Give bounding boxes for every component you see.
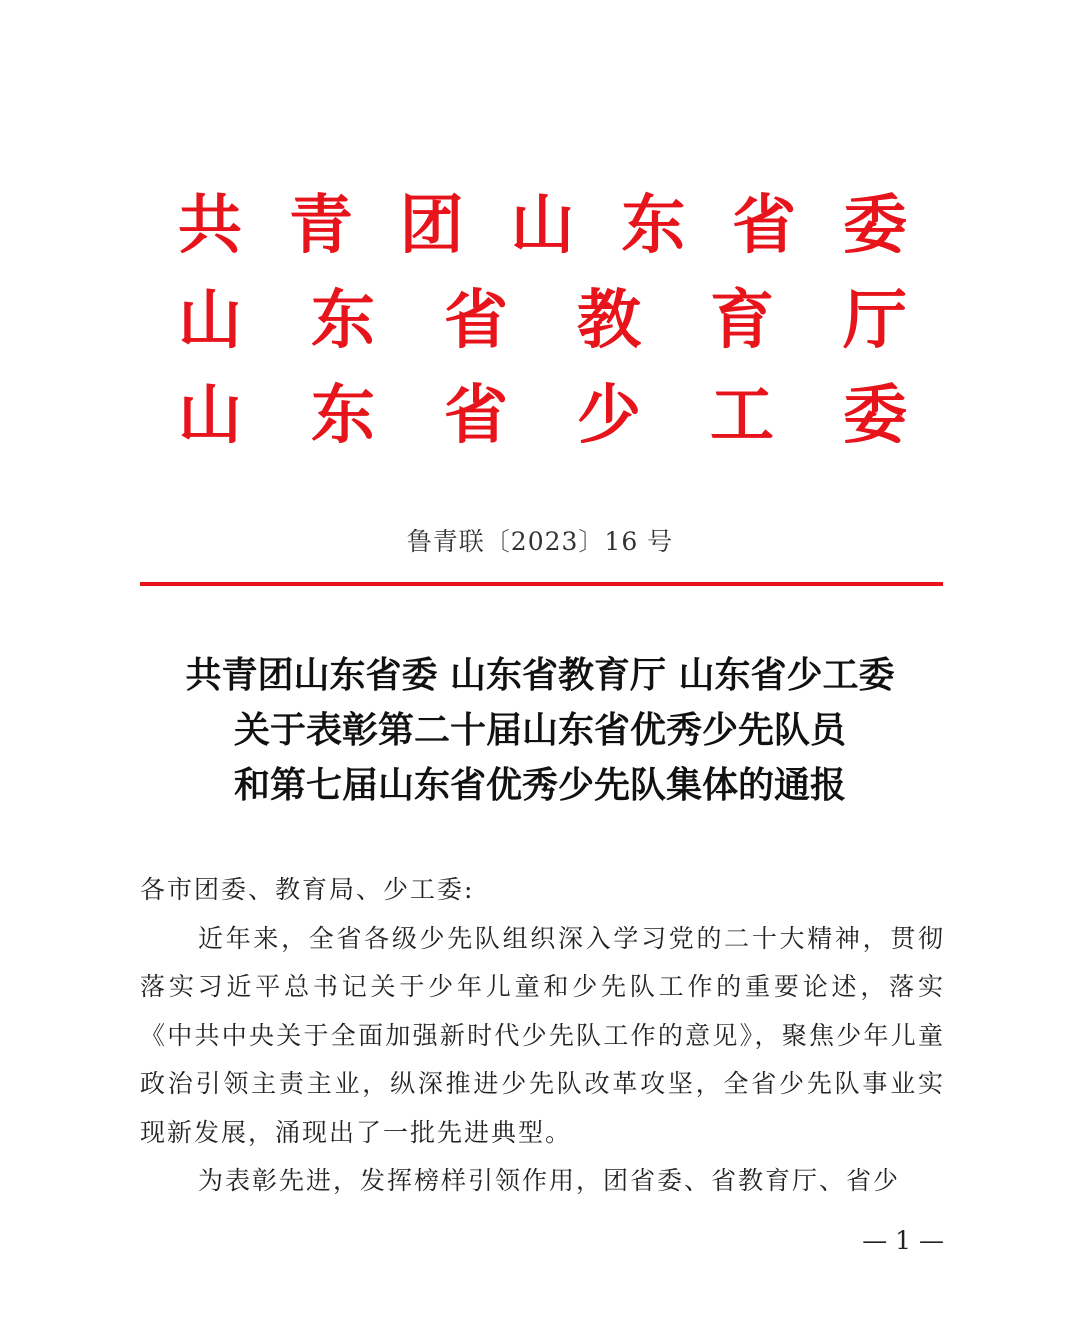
issuer-char: 教 [577, 283, 641, 358]
title-line: 共青团山东省委 山东省教育厅 山东省少工委 [185, 654, 895, 696]
issuer-line-education-department [170, 281, 915, 361]
issuer-char: 青 [288, 188, 353, 263]
issuer-char: 山 [510, 188, 575, 263]
issuer-char: 团 [399, 188, 464, 263]
body-paragraph: 为表彰先进，发挥榜样引领作用，团省委、省教育厅、省少 [198, 1166, 901, 1195]
issuer-char: 厅 [843, 283, 907, 358]
issuer-char: 东 [311, 378, 375, 453]
issuer-char: 山 [178, 378, 242, 453]
body-paragraph: 近年来，全省各级少先队组织深入学习党的二十大精神，贯彻落实习近平总书记关于少年儿童和少先队工作的重要论述，落实《中共中央关于全面加强新时代少先队工作的意见》，聚焦少年儿童政治引领主责主业，纵深推进少先队改革攻坚，全省少先队事业实现新发展，涌现出了一批先进典型。 [140, 923, 945, 1147]
issuer-char: 省 [444, 378, 508, 453]
issuer-char: 山 [178, 283, 242, 358]
title-line: 和第七届山东省优秀少先队集体的通报 [233, 764, 846, 806]
issuer-char: 委 [842, 188, 907, 263]
page-number: — 1 — [862, 1226, 944, 1255]
title-line: 关于表彰第二十届山东省优秀少先队员 [233, 709, 846, 751]
issuer-char: 育 [710, 283, 774, 358]
issuer-line-young-pioneers-committee [170, 376, 915, 456]
issuer-char: 共 [178, 188, 242, 263]
document-number: 鲁青联〔2023〕16 号 [406, 527, 674, 556]
issuer-char: 省 [444, 283, 508, 358]
red-divider-line [140, 582, 943, 586]
document-body [140, 866, 945, 1206]
issuer-char: 少 [577, 378, 641, 453]
salutation: 各市团委、教育局、少工委: [140, 875, 475, 904]
document-title [0, 648, 1080, 813]
issuer-line-communist-youth-league [170, 186, 915, 266]
issuer-char: 省 [732, 188, 797, 263]
issuer-char: 东 [621, 188, 686, 263]
issuer-char: 东 [311, 283, 375, 358]
issuer-char: 委 [843, 378, 907, 453]
issuer-char: 工 [710, 378, 774, 453]
